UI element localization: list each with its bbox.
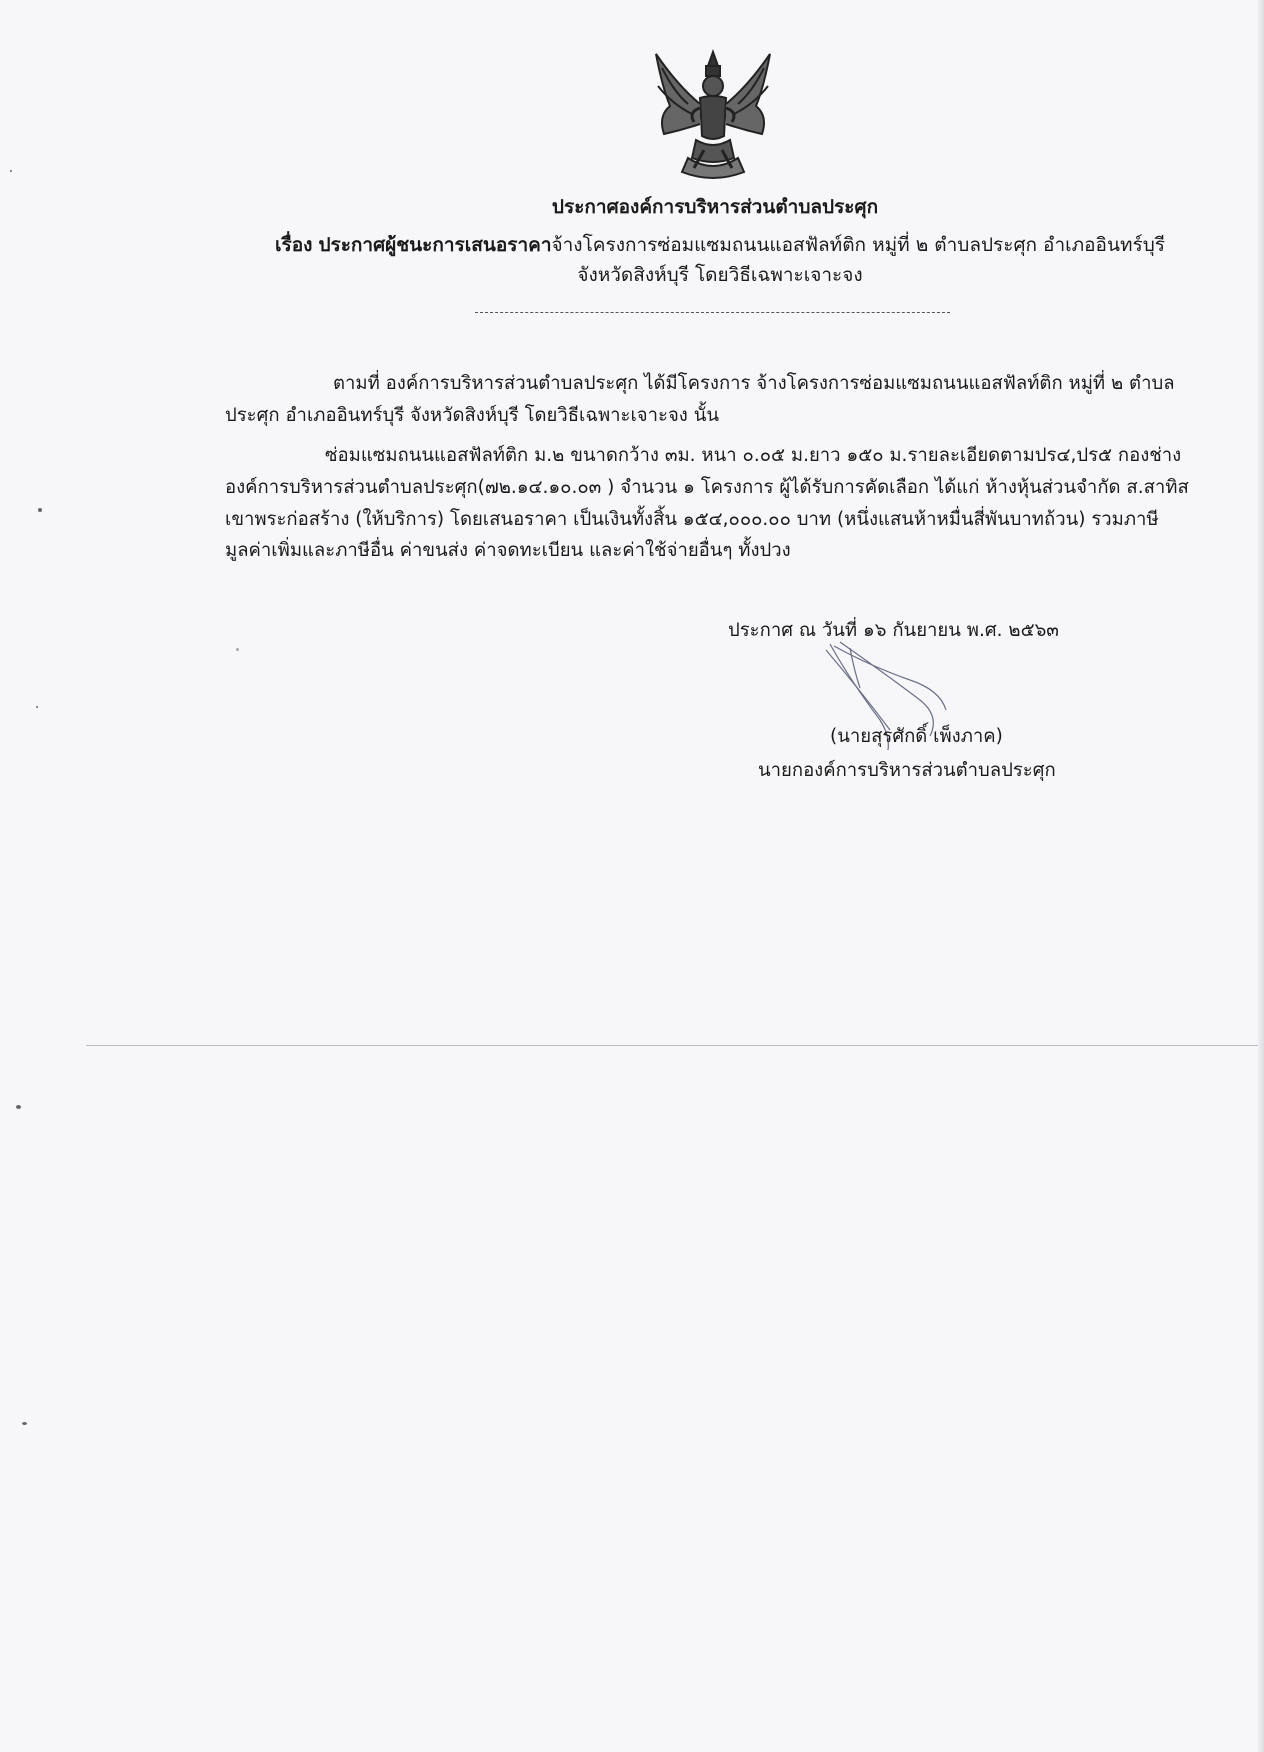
announcement-date: ประกาศ ณ วันที่ ๑๖ กันยายน พ.ศ. ๒๕๖๓ — [728, 620, 1059, 641]
scan-speck — [36, 706, 38, 708]
subject-label: เรื่อง — [275, 234, 313, 256]
announcement-subject — [250, 230, 1190, 291]
body-paragraph-1: ตามที่ องค์การบริหารส่วนตำบลประศุก ได้มีโครงการ จ้างโครงการซ่อมแซมถนนแอสฟัลท์ติก หมู่ที่ ๒ ตำบลประศุก อำเภออินทร์บุรี จังหวัดสิงห์บุรี โดยวิธีเฉพาะเจาะจง นั้น — [225, 373, 1175, 426]
garuda-emblem-icon — [648, 46, 778, 186]
signer-name: (นายสุรศักดิ์ เพ็งภาค) — [830, 726, 1003, 747]
scan-fold-line — [86, 1045, 1264, 1046]
scan-speck — [16, 1105, 21, 1109]
scan-speck — [10, 170, 12, 172]
signer-title: นายกองค์การบริหารส่วนตำบลประศุก — [758, 760, 1056, 781]
scan-speck — [236, 648, 239, 651]
subject-text: จ้างโครงการซ่อมแซมถนนแอสฟัลท์ติก หมู่ที่ ๒ ตำบลประศุก อำเภออินทร์บุรี จังหวัดสิงห์บุรี โดยวิธีเฉพาะเจาะจง — [551, 234, 1165, 287]
subject-lead: ประกาศผู้ชนะการเสนอราคา — [318, 234, 552, 256]
announcement-title: ประกาศองค์การบริหารส่วนตำบลประศุก — [551, 196, 879, 218]
scan-speck — [38, 508, 42, 512]
scan-speck — [22, 1422, 27, 1425]
header-divider — [475, 312, 950, 313]
body-paragraph-2: ซ่อมแซมถนนแอสฟัลท์ติก ม.๒ ขนาดกว้าง ๓ม. หนา ๐.๐๕ ม.ยาว ๑๕๐ ม.รายละเอียดตามปร๔,ปร๕ กองช่างองค์การบริหารส่วนตำบลประศุก(๗๒.๑๔.๑๐.๐๓ ) จำนวน ๑ โครงการ ผู้ได้รับการคัดเลือก ได้แก่ ห้างหุ้นส่วนจำกัด ส.สาทิสเขาพระก่อสร้าง (ให้บริการ) โดยเสนอราคา เป็นเงินทั้งสิ้น ๑๕๔,๐๐๐.๐๐ บาท (หนึ่งแสนห้าหมื่นสี่พันบาทถ้วน) รวมภาษีมูลค่าเพิ่มและภาษีอื่น ค่าขนส่ง ค่าจดทะเบียน และค่าใช้จ่ายอื่นๆ ทั้งปวง — [225, 445, 1189, 562]
scan-edge — [1258, 0, 1264, 1752]
